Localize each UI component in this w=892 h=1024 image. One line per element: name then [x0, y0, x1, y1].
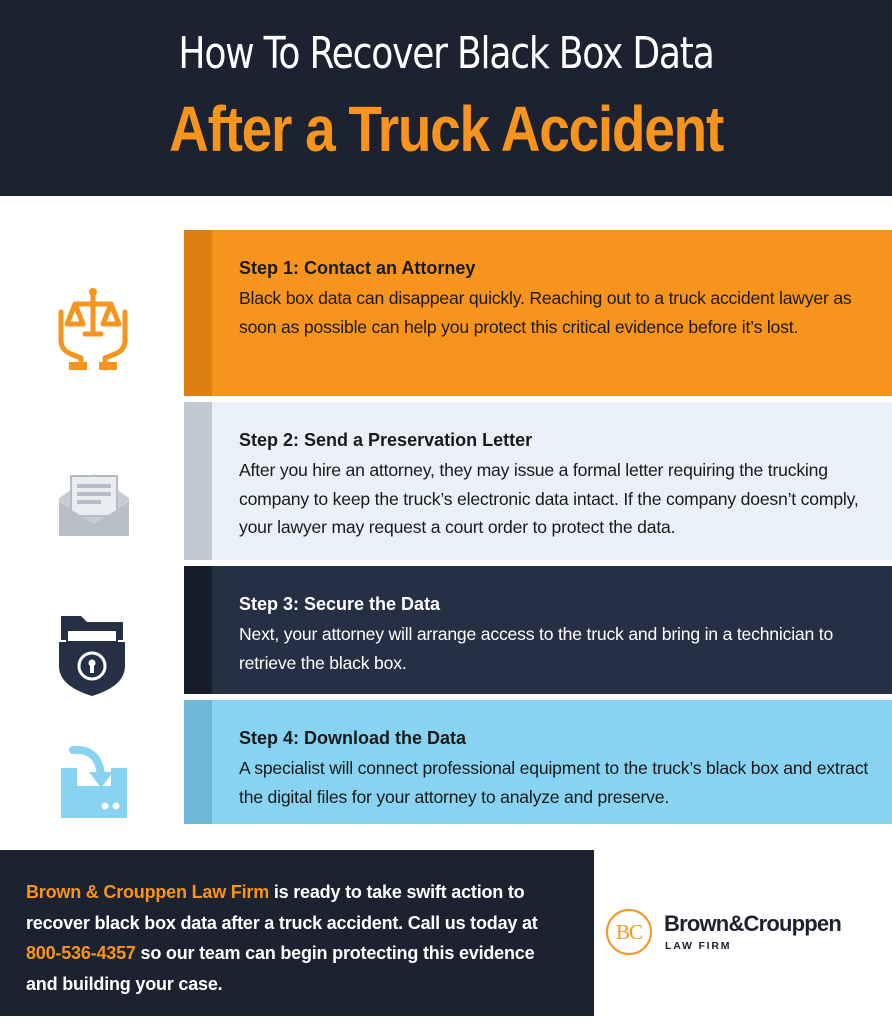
logo-subtitle: LAW FIRM	[665, 940, 732, 952]
locked-folder-icon	[57, 610, 127, 696]
cta-phone-number[interactable]: 800-536-4357	[26, 943, 136, 963]
header-banner	[0, 0, 892, 196]
scales-in-hands-icon	[55, 282, 131, 372]
step-3-card	[184, 566, 892, 694]
step-1-card	[184, 230, 892, 396]
step-1-fold	[184, 230, 212, 396]
firm-logo	[606, 905, 876, 959]
download-drive-icon	[59, 746, 129, 818]
step-2-title: Step 2: Send a Preservation Letter	[239, 430, 533, 450]
step-2-text: After you hire an attorney, they may issue a formal letter requiring the trucking company to keep the truck’s electronic data intact. If the company doesn’t comply, your lawyer may request a court order to protect the data.	[239, 460, 859, 537]
step-3-text: Next, your attorney will arrange access to the truck and bring in a technician to retrieve the black box.	[239, 624, 834, 673]
step-1-text: Black box data can disappear quickly. Reaching out to a truck accident lawyer as soon as possible can help you protect this critical evidence before it’s lost.	[239, 288, 852, 337]
step-3-title: Step 3: Secure the Data	[239, 594, 441, 614]
title-line-2: After a Truck Accident	[169, 93, 723, 165]
cta-firm-name: Brown & Crouppen Law Firm	[26, 882, 270, 902]
step-4-text: A specialist will connect professional equipment to the truck’s black box and extract the digital files for your attorney to analyze and preserve.	[239, 758, 869, 807]
title-line-1: How To Recover Black Box Data	[178, 28, 714, 79]
step-4-card	[184, 700, 892, 824]
cta-text-b: so our team can begin protecting this evidence and building your case.	[26, 943, 535, 994]
cta-text-a: is ready to take swift action to recover black box data after a truck accident. Call us today at	[26, 882, 538, 933]
call-to-action-box	[0, 850, 594, 1016]
logo-name: Brown&Crouppen	[664, 911, 842, 936]
step-1-title: Step 1: Contact an Attorney	[239, 258, 476, 278]
step-2-fold	[184, 402, 212, 560]
step-2-card	[184, 402, 892, 560]
cta-paragraph	[26, 877, 568, 999]
step-4-fold	[184, 700, 212, 824]
open-envelope-icon	[57, 470, 131, 538]
logo-monogram: BC	[606, 909, 652, 955]
step-3-fold	[184, 566, 212, 694]
step-4-title: Step 4: Download the Data	[239, 728, 467, 748]
